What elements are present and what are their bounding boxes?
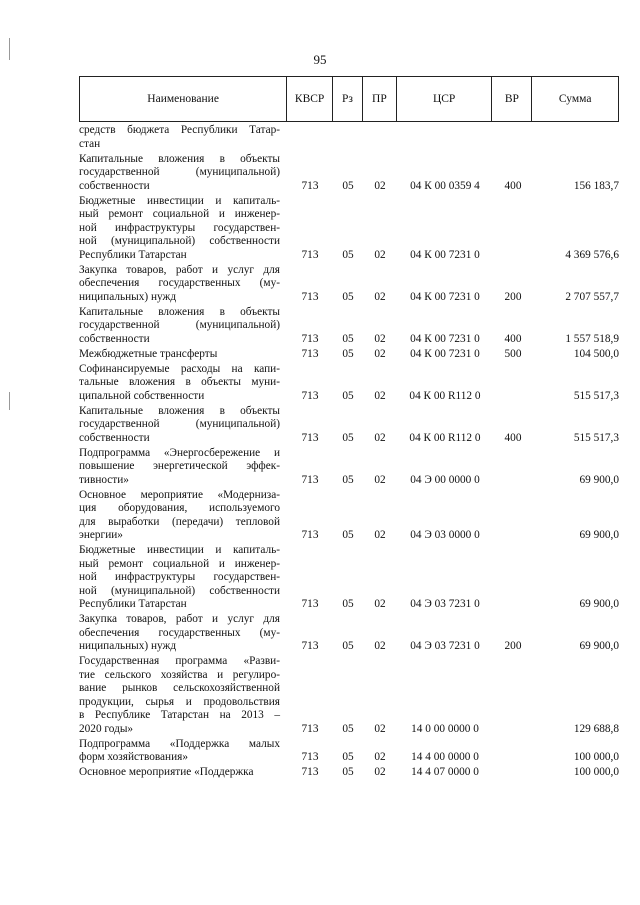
cell-rz: 05	[342, 290, 354, 303]
name-line: собственности	[79, 179, 150, 192]
cell-rz: 05	[342, 473, 354, 486]
name-line: форм хозяйствования»	[79, 751, 188, 763]
cell-kvsr: 713	[301, 640, 319, 652]
name-line: вание рынков сельскохозяйственной	[79, 682, 280, 694]
name-line: ция оборудования, используемого	[79, 502, 280, 514]
name-line: Республики Татарстан	[79, 248, 187, 261]
name-line: стан	[79, 137, 101, 150]
name-line: ной инфраструктуры государствен-	[79, 571, 280, 583]
cell-sum: 69 900,0	[579, 598, 619, 610]
name-line: Закупка товаров, работ и услуг для	[79, 263, 280, 276]
cell-rz: 05	[342, 389, 354, 402]
cell-name	[79, 489, 287, 543]
cell-rz: 05	[342, 179, 354, 192]
name-line: ципальной собственности	[79, 389, 205, 402]
cell-sum: 69 900,0	[579, 473, 619, 486]
name-line: 2020 годы»	[79, 722, 134, 735]
name-line: Капитальные вложения в объекты	[79, 305, 280, 318]
header-sum: Сумма	[558, 93, 592, 105]
table-row	[79, 544, 619, 612]
cell-rz: 05	[342, 347, 354, 360]
name-line: государственной (муниципальной)	[79, 418, 280, 430]
cell-rz: 05	[342, 332, 354, 345]
cell-pr: 02	[374, 389, 386, 402]
name-line: ный ремонт социальной и инженер-	[79, 208, 280, 220]
cell-name	[79, 447, 287, 488]
cell-name	[79, 195, 287, 263]
name-line: ниципальных) нужд	[79, 290, 177, 303]
cell-csr: 14 0 00 0000 0	[411, 722, 479, 735]
cell-pr: 02	[374, 179, 386, 192]
cell-name	[79, 153, 287, 194]
name-line: обеспечения государственных (му-	[79, 626, 280, 639]
header-pr: ПР	[363, 77, 397, 121]
table-row	[79, 766, 619, 780]
cell-rz: 05	[342, 722, 354, 735]
table-row	[79, 195, 619, 263]
table-row	[79, 363, 619, 404]
cell-rz: 05	[342, 248, 354, 261]
header-kvsr: КВСР	[287, 77, 333, 121]
cell-csr: 14 4 07 0000 0	[411, 766, 479, 778]
cell-sum: 2 707 557,7	[565, 290, 619, 303]
name-line: ной (муниципальной) собственности	[79, 584, 280, 597]
cell-sum: 129 688,8	[573, 722, 619, 735]
cell-rz: 05	[342, 529, 354, 541]
name-line: ниципальных) нужд	[79, 640, 177, 652]
table-row	[79, 738, 619, 765]
table-header	[79, 76, 619, 122]
name-line: ной (муниципальной) собственности	[79, 235, 280, 247]
name-line: Бюджетные инвестиции и капиталь-	[79, 544, 280, 556]
name-line: Закупка товаров, работ и услуг для	[79, 613, 280, 625]
cell-pr: 02	[374, 751, 386, 763]
cell-kvsr: 713	[301, 179, 319, 192]
cell-pr: 02	[374, 332, 386, 345]
cell-kvsr: 713	[301, 332, 319, 345]
cell-name	[79, 613, 287, 654]
cell-csr: 04 К 00 7231 0	[410, 347, 480, 360]
table-row	[79, 655, 619, 736]
header-rz: Рз	[333, 77, 363, 121]
name-line: государственной (муниципальной)	[79, 166, 280, 178]
cell-rz: 05	[342, 766, 354, 778]
cell-kvsr: 713	[301, 722, 319, 735]
name-line: средств бюджета Республики Татар-	[79, 124, 280, 136]
cell-sum: 69 900,0	[579, 640, 619, 652]
cell-kvsr: 713	[301, 473, 319, 486]
name-line: государственной (муниципальной)	[79, 319, 280, 331]
name-line: Софинансируемые расходы на капи-	[79, 362, 280, 375]
name-line: ный ремонт социальной и инженер-	[79, 557, 280, 570]
cell-csr: 04 К 00 7231 0	[410, 248, 480, 261]
cell-pr: 02	[374, 347, 386, 360]
table-row	[79, 489, 619, 543]
cell-csr: 04 Э 03 7231 0	[410, 640, 480, 652]
cell-kvsr: 713	[301, 766, 319, 778]
cell-name	[79, 124, 287, 151]
name-line: тие сельского хозяйства и регулиро-	[79, 668, 280, 681]
name-line: Основное мероприятие «Поддержка	[79, 766, 254, 778]
cell-pr: 02	[374, 529, 386, 541]
table-row	[79, 348, 619, 362]
cell-pr: 02	[374, 290, 386, 303]
table-body	[79, 124, 619, 781]
scan-margin-mark	[9, 392, 10, 410]
table-row	[79, 124, 619, 151]
cell-name	[79, 544, 287, 612]
table-row	[79, 153, 619, 194]
name-line: в Республике Татарстан на 2013 –	[79, 709, 280, 721]
cell-csr: 14 4 00 0000 0	[411, 751, 479, 763]
cell-rz: 05	[342, 751, 354, 763]
cell-csr: 04 К 00 7231 0	[410, 332, 480, 345]
name-line: Подпрограмма «Поддержка малых	[79, 737, 280, 750]
cell-vr: 400	[504, 431, 522, 444]
cell-pr: 02	[374, 766, 386, 778]
cell-vr: 500	[504, 347, 522, 360]
name-line: Подпрограмма «Энергосбережение и	[79, 446, 280, 459]
name-line: Республики Татарстан	[79, 598, 187, 610]
cell-kvsr: 713	[301, 248, 319, 261]
name-line: ной инфраструктуры государствен-	[79, 221, 280, 234]
cell-sum: 515 517,3	[573, 431, 619, 444]
name-line: энергии»	[79, 529, 123, 541]
cell-kvsr: 713	[301, 389, 319, 402]
table-row	[79, 264, 619, 305]
cell-csr: 04 К 00 R112 0	[409, 389, 481, 402]
table-row	[79, 447, 619, 488]
table-row	[79, 405, 619, 446]
cell-kvsr: 713	[301, 347, 319, 360]
header-name: Наименование	[80, 77, 287, 121]
cell-name	[79, 363, 287, 404]
cell-pr: 02	[374, 722, 386, 735]
cell-vr: 200	[504, 290, 522, 303]
cell-name	[79, 766, 287, 780]
cell-pr: 02	[374, 248, 386, 261]
name-line: тальные вложения в объекты муни-	[79, 376, 280, 388]
cell-sum: 100 000,0	[573, 751, 619, 763]
cell-vr: 400	[504, 332, 522, 345]
cell-sum: 69 900,0	[579, 529, 619, 541]
cell-sum: 100 000,0	[573, 766, 619, 778]
cell-rz: 05	[342, 640, 354, 652]
cell-pr: 02	[374, 473, 386, 486]
table-row	[79, 306, 619, 347]
name-line: собственности	[79, 332, 150, 345]
cell-pr: 02	[374, 431, 386, 444]
name-line: тивности»	[79, 473, 129, 486]
cell-name	[79, 348, 287, 362]
cell-name	[79, 738, 287, 765]
cell-sum: 104 500,0	[573, 347, 619, 360]
cell-sum: 156 183,7	[573, 179, 619, 192]
name-line: Капитальные вложения в объекты	[79, 404, 280, 417]
cell-vr: 200	[504, 640, 522, 652]
cell-name	[79, 655, 287, 736]
name-line: Капитальные вложения в объекты	[79, 152, 280, 165]
cell-sum: 515 517,3	[573, 389, 619, 402]
name-line: повышение энергетической эффек-	[79, 460, 280, 472]
name-line: собственности	[79, 431, 150, 444]
cell-csr: 04 К 00 R112 0	[409, 431, 481, 444]
name-line: обеспечения государственных (му-	[79, 277, 280, 289]
cell-pr: 02	[374, 640, 386, 652]
cell-sum: 4 369 576,6	[565, 248, 619, 261]
name-line: Государственная программа «Разви-	[79, 655, 280, 667]
cell-name	[79, 264, 287, 305]
header-vr: ВР	[492, 77, 532, 121]
cell-kvsr: 713	[301, 529, 319, 541]
cell-kvsr: 713	[301, 431, 319, 444]
table-row	[79, 613, 619, 654]
name-line: продукции, сырья и продовольствия	[79, 695, 280, 708]
cell-csr: 04 Э 03 7231 0	[410, 598, 480, 610]
cell-sum: 1 557 518,9	[565, 332, 619, 345]
name-line: для выработки (передачи) тепловой	[79, 515, 280, 528]
name-line: Основное мероприятие «Модерниза-	[79, 488, 280, 501]
cell-csr: 04 К 00 7231 0	[410, 290, 480, 303]
cell-vr: 400	[504, 179, 522, 192]
cell-csr: 04 Э 00 0000 0	[410, 473, 480, 486]
cell-csr: 04 К 00 0359 4	[410, 179, 480, 192]
page-number: 95	[313, 52, 327, 67]
name-line: Межбюджетные трансферты	[79, 347, 218, 360]
name-line: Бюджетные инвестиции и капиталь-	[79, 194, 280, 207]
cell-name	[79, 306, 287, 347]
cell-csr: 04 Э 03 0000 0	[410, 529, 480, 541]
cell-kvsr: 713	[301, 751, 319, 763]
cell-rz: 05	[342, 598, 354, 610]
header-csr: ЦСР	[397, 77, 493, 121]
cell-kvsr: 713	[301, 290, 319, 303]
cell-kvsr: 713	[301, 598, 319, 610]
cell-pr: 02	[374, 598, 386, 610]
cell-rz: 05	[342, 431, 354, 444]
cell-name	[79, 405, 287, 446]
